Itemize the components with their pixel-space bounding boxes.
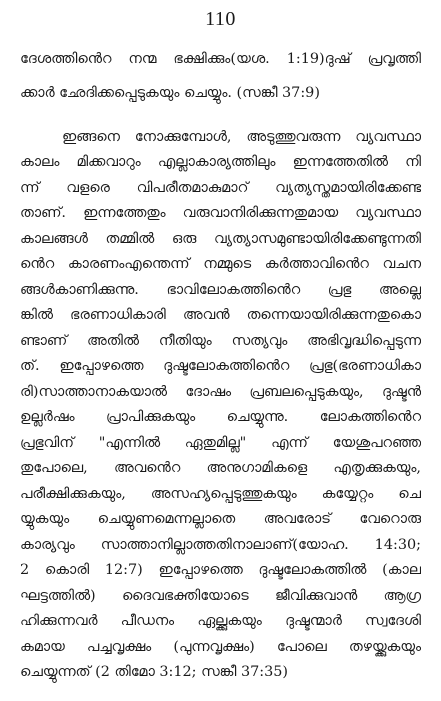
text-line: താണ്. ഇന്നത്തേതും വരുവാനിരിക്കുന്നതുമായ വ്യവസ്ഥാ [20, 205, 421, 221]
text-line: യ്യുകയും ചെയ്യുണമെന്നല്ലാതെ അവരോട് വേറൊരു [20, 511, 421, 527]
text-line: തുപോലെ, അവൻെറ അനുഗാമികളെ എതൃക്കുകയും, [20, 460, 421, 476]
text-line: ദേശത്തിൻെറ നന്മ ഭക്ഷിക്കും(യശ. 1:19)ദുഷ് പ്രവൃത്തി [20, 51, 421, 67]
text-line: കമായ പച്ചവൃക്ഷം (പുന്നവൃക്ഷം) പോലെ തഴയ്ക്കുകയും [20, 639, 421, 655]
text-line: ത്. ഇപ്പോഴത്തെ ദുഷ്ടലോകത്തിൻെറ പ്രഭു(ഭരണാധികാ [20, 358, 421, 374]
page-number: 110 [205, 8, 236, 30]
text-line: പ്രഭുവിന് "എന്നിൽ ഏതുമില്ല" എന്ന് യേശുപറഞ്ഞ [20, 435, 421, 451]
text-line: ഘട്ടത്തിൽ) ദൈവഭക്തിയോടെ ജീവിക്കുവാൻ ആഗ്ര [20, 588, 421, 604]
text-line: ൻെറ കാരണംഎന്തെന്ന് നമ്മുടെ കർത്താവിൻെറ വചന [20, 256, 421, 272]
text-line: ങ്ങൾകാണിക്കുന്നു. ഭാവിലോകത്തിൻെറ പ്രഭു അല്ലെ [20, 282, 421, 298]
text-line: ഉല്ലർഷം പ്രാപിക്കുകയും ചെയ്യുന്നു. ലോകത്തിൻെറ [20, 409, 421, 425]
text-line: 2 കൊരി 12:7) ഇപ്പോഴത്തെ ദുഷ്ടലോകത്തിൽ (കാല [20, 562, 421, 578]
text-line: ചെയ്യുന്നത് (2 തിമോ 3:12; സങ്കീ 37:35) [20, 664, 289, 680]
text-line: ണ്ടാണ് അതിൽ നീതിയും സത്യവും അഭിവൃദ്ധിപ്പെടുന്ന [20, 333, 421, 349]
text-line: രി)സാത്താനാകയാൽ ദോഷം പ്രബലപ്പെടുകയും, ദുഷ്ടൻ [20, 384, 421, 400]
text-line: കാര്യവും സാത്താനില്ലാത്തതിനാലാണ്(യോഹ. 14:30; [20, 537, 421, 553]
text-line: ങ്കിൽ ഭരണാധികാരി അവൻ തന്നെയായിരിക്കുന്നതുകൊ [20, 307, 421, 323]
text-line: ക്കാർ ഛേദിക്കപ്പെടുകയും ചെയ്യും. (സങ്കീ 37:9) [20, 85, 320, 101]
text-line: കാലം മിക്കവാറും എല്ലാകാര്യത്തിലും ഇന്നത്തേതിൽ നി [20, 154, 421, 170]
text-line: ന്ന് വളരെ വിപരീതമാകുമാറ് വ്യത്യസ്തമായിരിക്കേണ്ട [20, 180, 421, 196]
text-line: ഇങ്ങനെ നോക്കുമ്പോൾ, അടുത്തുവരുന്ന വ്യവസ്ഥാ [62, 129, 421, 145]
text-line: കാലങ്ങൾ തമ്മിൽ ഒരു വ്യത്യാസമുണ്ടായിരിക്കേണ്ടുന്നതി [20, 231, 421, 247]
text-line: ഹിക്കുന്നവർ പീഡനം ഏല്ക്കുകയും ദുഷ്ടന്മാർ സ്വദേശി [20, 613, 421, 629]
text-line: പരീക്ഷിക്കുകയും, അസഹ്യപ്പെടുത്തുകയും കയ്യേറ്റം ചെ [20, 486, 421, 502]
